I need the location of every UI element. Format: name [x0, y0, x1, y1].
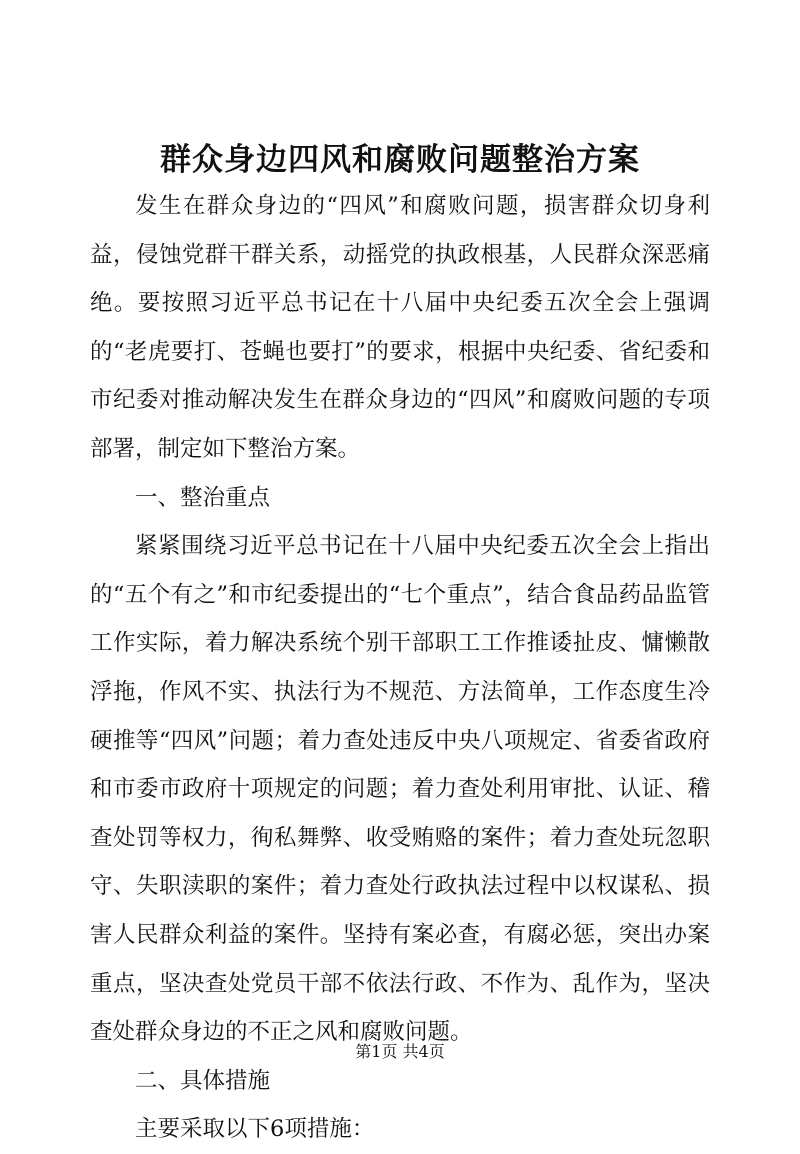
page-footer: 第1页 共4页: [355, 1042, 445, 1061]
intro-paragraph: 发生在群众身边的“四风”和腐败问题，损害群众切身利益，侵蚀党群干群关系，动摇党的执政根基，人民群众深恶痛绝。要按照习近平总书记在十八届中央纪委五次全会上强调的“老虎要打、苍蝇也要打”的要求，根据中央纪委、省纪委和市纪委对推动解决发生在群众身边的“四风”和腐败问题的专项部署，制定如下整治方案。: [90, 193, 710, 462]
document-title: 群众身边四风和腐败问题整治方案: [160, 142, 640, 178]
measures-intro-paragraph: 主要采取以下6项措施：: [135, 1116, 375, 1143]
focus-paragraph: 紧紧围绕习近平总书记在十八届中央纪委五次全会上指出的“五个有之”和市纪委提出的“七个重点”，结合食品药品监管工作实际，着力解决系统个别干部职工工作推诿扯皮、慵懒散浮拖，作风不实、执法行为不规范、方法简单，工作态度生冷硬推等“四风”问题；着力查处违反中央八项规定、省委省政府和市委市政府十项规定的问题；着力查处利用审批、认证、稽查处罚等权力，徇私舞弊、收受贿赂的案件；着力查处玩忽职守、失职渎职的案件；着力查处行政执法过程中以权谋私、损害人民群众利益的案件。坚持有案必查，有腐必惩，突出办案重点，坚决查处党员干部不依法行政、不作为、乱作为，坚决查处群众身边的不正之风和腐败问题。: [90, 533, 710, 1046]
document-body: [90, 182, 710, 1154]
section-heading-focus: 一、整治重点: [135, 484, 271, 511]
section-heading-measures: 二、具体措施: [135, 1067, 271, 1094]
